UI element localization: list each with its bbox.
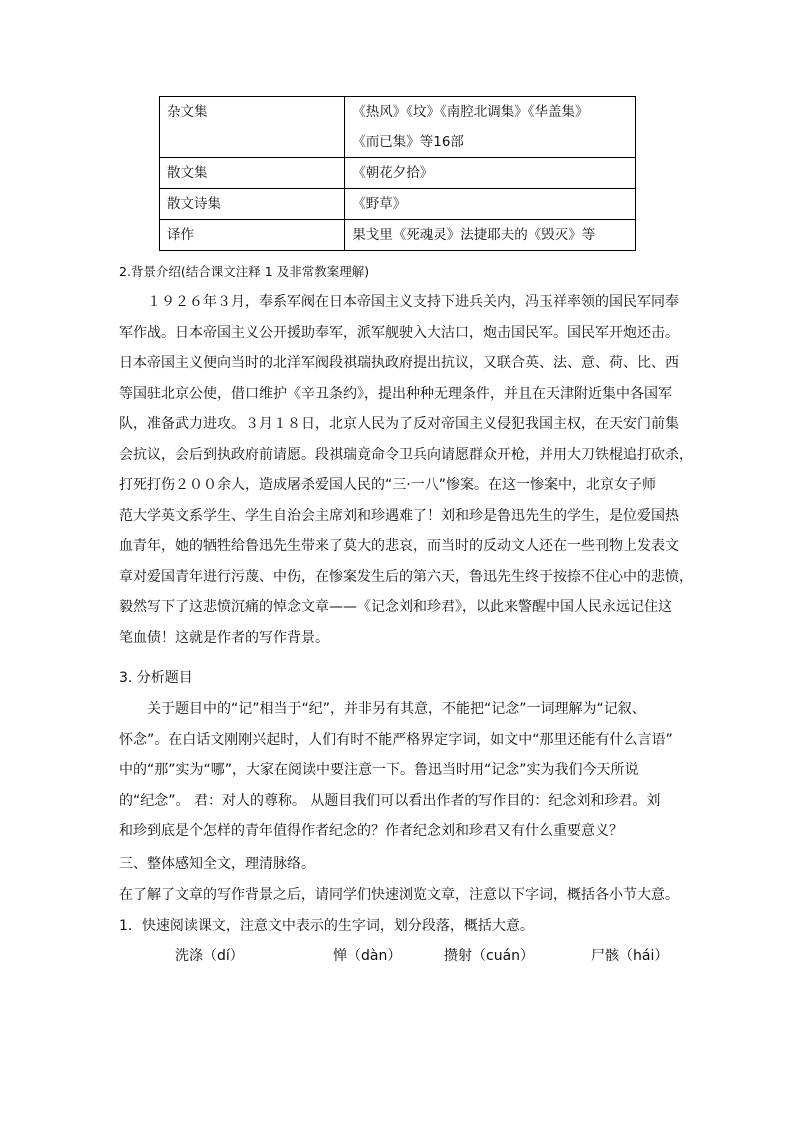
vocab-item: 洗涤（dí）: [175, 948, 244, 964]
category-cell: 译作: [160, 220, 345, 251]
works-line: 《热风》《坟》《南腔北调集》《华盖集》: [352, 104, 589, 120]
paragraph-line: 怀念”。在白话文刚刚兴起时，人们有时不能严格界定字词，如文中“那里还能有什么言语”: [119, 731, 673, 748]
title-analysis-paragraph: [119, 694, 675, 847]
paragraph-line: 血青年，她的牺牲给鲁迅先生带来了莫大的悲哀，而当时的反动文人还在一些刊物上发表文: [119, 538, 679, 554]
works-line: 《而已集》等16部: [352, 134, 464, 150]
works-cell: 《朝花夕拾》: [345, 158, 636, 189]
paragraph-line: 队，准备武力进攻。３月１８日，北京人民为了反对帝国主义侵犯我国主权，在天安门前集: [119, 416, 679, 432]
paragraph-line: 范大学英文系学生、学生自治会主席刘和珍遇难了！刘和珍是鲁迅先生的学生，是位爱国热: [119, 507, 679, 524]
paragraph-line: 中的“那”实为“哪”，大家在阅读中要注意一下。鲁迅当时用“记念”实为我们今天所说: [119, 762, 639, 778]
table-row: [160, 220, 636, 251]
paragraph-line: 军作战。日本帝国主义公开援助奉军，派军舰驶入大沽口，炮击国民军。国民军开炮还击。: [119, 324, 679, 341]
part-three-heading: 三、整体感知全文，理清脉络。: [119, 856, 315, 872]
paragraph-line: 会抗议，会后到执政府前请愿。段祺瑞竟命令卫兵向请愿群众开枪，并用大刀铁棍追打砍杀，: [119, 446, 693, 463]
paragraph-line: 笔血债！这就是作者的写作背景。: [119, 629, 329, 646]
works-cell: [345, 97, 636, 158]
paragraph-line: 打死打伤２００余人，造成屠杀爱国人民的“三·一八”惨案。在这一惨案中，北京女子师: [119, 477, 656, 493]
category-cell: 散文集: [160, 158, 345, 189]
part-three-intro: 在了解了文章的写作背景之后，请同学们快速浏览文章，注意以下字词，概括各小节大意。: [119, 887, 679, 903]
vocab-item: 攒射（cuán）: [444, 948, 535, 964]
paragraph-line: 日本帝国主义便向当时的北洋军阀段祺瑞执政府提出抗议，又联合英、法、意、荷、比、西: [119, 355, 679, 371]
works-table: [159, 96, 636, 251]
paragraph-line: 的“纪念”。 君：对人的尊称。 从题目我们可以看出作者的写作目的：纪念刘和珍君。刘: [119, 792, 661, 809]
part-three-task: 1．快速阅读课文，注意文中表示的生字词，划分段落，概括大意。: [119, 918, 534, 934]
paragraph-line: 等国驻北京公使，借口维护《辛丑条约》，提出种种无理条件，并且在天津附近集中各国军: [119, 385, 672, 402]
works-cell: 果戈里《死魂灵》法捷耶夫的《毁灭》等: [345, 220, 636, 251]
vocab-item: 惮（dàn）: [333, 948, 402, 964]
table-row: [160, 97, 636, 158]
paragraph-line: 和珍到底是个怎样的青年值得作者纪念的？作者纪念刘和珍君又有什么重要意义？: [119, 823, 623, 839]
paragraph-line: 关于题目中的“记”相当于“纪”，并非另有其意，不能把“记念”一词理解为“记叙、: [147, 701, 646, 717]
background-paragraph: [119, 287, 693, 653]
section-heading-title-analysis: 3. 分析题目: [119, 670, 193, 686]
category-cell: 杂文集: [160, 97, 345, 158]
category-cell: 散文诗集: [160, 189, 345, 220]
paragraph-line: 毅然写下了这悲愤沉痛的悼念文章——《记念刘和珍君》，以此来警醒中国人民永远记住这: [119, 599, 672, 615]
paragraph-line: 章对爱国青年进行污蔑、中伤，在惨案发生后的第六天，鲁迅先生终于按捺不住心中的悲愤，: [119, 568, 693, 585]
table-row: [160, 158, 636, 189]
table-row: [160, 189, 636, 220]
vocab-item: 尸骸（hái）: [591, 948, 669, 964]
section-heading-background: 2.背景介绍(结合课文注释 1 及非常教案理解): [119, 264, 370, 279]
works-cell: 《野草》: [345, 189, 636, 220]
paragraph-line: １９２６年３月，奉系军阀在日本帝国主义支持下进兵关内，冯玉祥率领的国民军同奉: [147, 294, 679, 310]
